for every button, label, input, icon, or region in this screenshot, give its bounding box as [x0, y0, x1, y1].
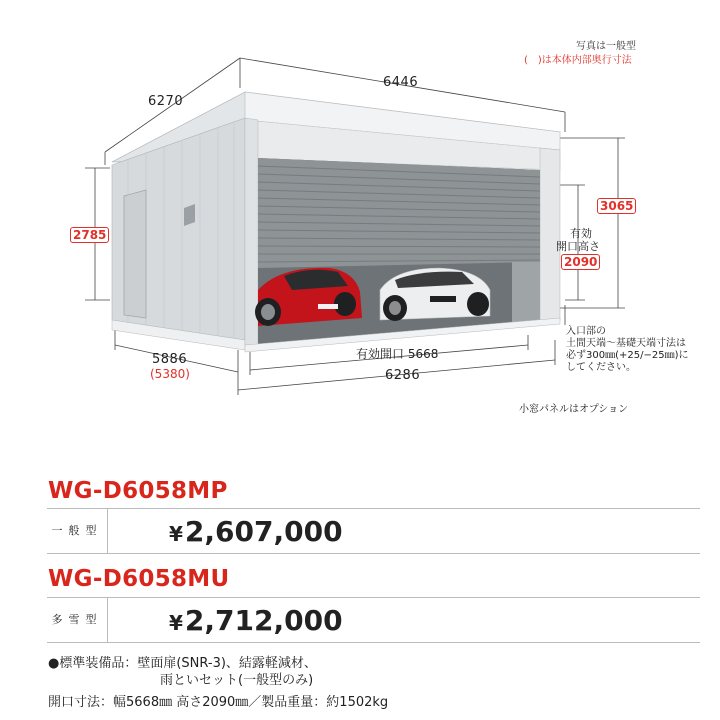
dim-bottom-depth-inner: (5380)	[150, 367, 190, 381]
entrance-note-line: 必ず300㎜(+25/−25㎜)に	[566, 350, 689, 361]
equipment-line-1: ●標準装備品：壁面扉(SNR-3)、結露軽減材、	[48, 656, 317, 671]
dim-top-width: 6446	[383, 75, 419, 90]
dim-top-depth: 6270	[148, 94, 184, 109]
entrance-note	[566, 326, 688, 374]
spec-line: 開口寸法：幅5668㎜ 高さ2090㎜／製品重量：約1502kg	[48, 695, 389, 710]
price-general	[169, 515, 343, 548]
model-name-heavy-snow: WG-D6058MU	[48, 566, 230, 592]
equipment-line-2: 雨といセット(一般型のみ)	[160, 673, 314, 688]
model-name-general: WG-D6058MP	[48, 478, 228, 504]
entrance-note-line: 入口部の	[566, 326, 606, 337]
paren-note: ( )は本体内部奥行寸法	[524, 55, 632, 66]
dim-bottom-depth: 5886	[152, 352, 188, 367]
dim-opening-height: 2090	[561, 254, 600, 270]
dim-left-height: 2785	[70, 227, 109, 243]
price-row-heavy-snow	[47, 597, 700, 643]
type-label-general: 一般型	[47, 509, 108, 553]
entrance-note-line: してください。	[566, 362, 636, 373]
dim-opening-width: 有効開口 5668	[356, 347, 439, 361]
opening-height-label-2: 開口高さ	[556, 240, 600, 253]
price-value-heavy-snow: 2,712,000	[184, 604, 343, 637]
opening-height-label-1: 有効	[570, 227, 592, 240]
price-row-general	[47, 508, 700, 554]
dim-right-height: 3065	[597, 198, 636, 214]
yen-sign: ¥	[169, 611, 183, 635]
price-heavy-snow	[169, 604, 343, 637]
price-value-general: 2,607,000	[184, 515, 343, 548]
white-car-illustration	[380, 268, 490, 321]
type-label-heavy-snow: 多雪型	[47, 598, 108, 642]
entrance-note-line: 土間天端～基礎天端寸法は	[566, 338, 686, 349]
photo-note: 写真は一般型	[576, 41, 636, 52]
dim-bottom-width: 6286	[385, 368, 421, 383]
window-note: 小窓パネルはオプション	[519, 404, 629, 415]
yen-sign: ¥	[169, 522, 183, 546]
